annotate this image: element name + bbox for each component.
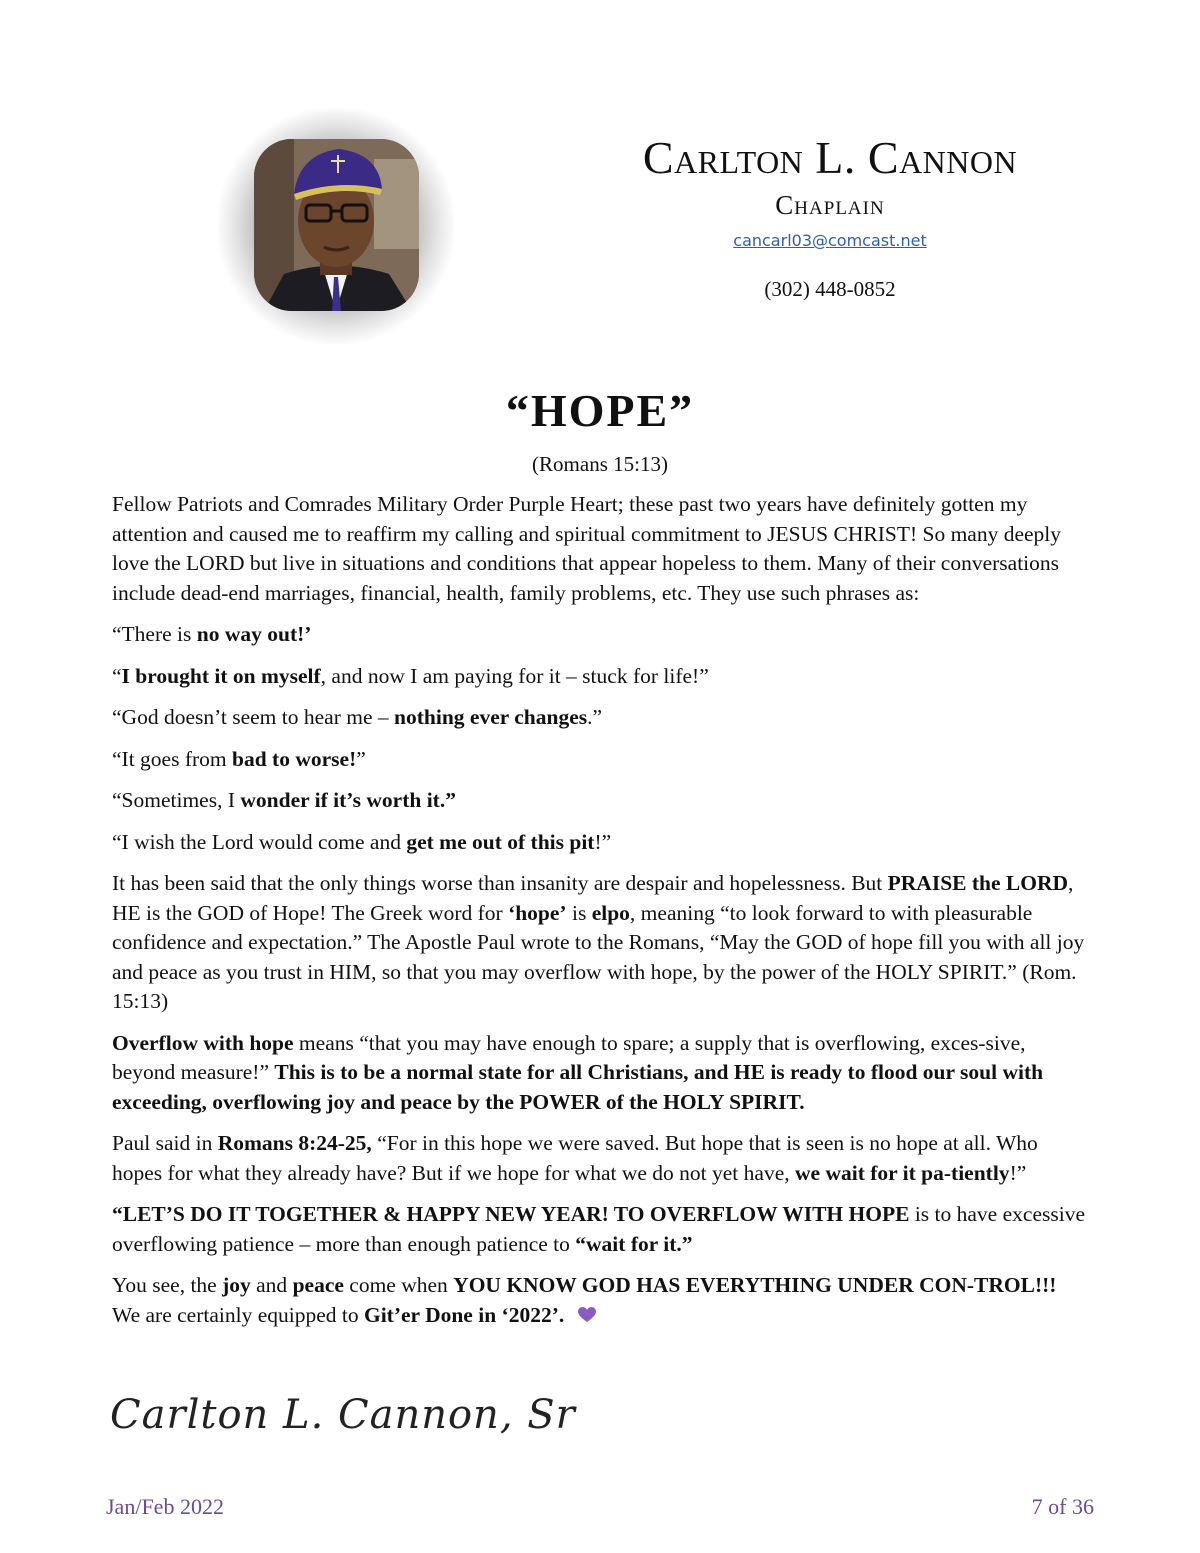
quote-1: “There is no way out!’ [112,622,312,646]
page-number: 7 of 36 [1031,1494,1094,1519]
article-body [112,490,1088,1343]
author-role: Chaplain [775,190,885,220]
contact-header [560,130,1100,302]
issue-date: Jan/Feb 2022 [106,1494,224,1519]
scripture-reference: (Romans 15:13) [532,452,668,476]
quote-6: “I wish the Lord would come and get me out of this pit!” [112,829,612,854]
quote-5: “Sometimes, I wonder if it’s worth it.” [112,788,456,812]
intro-paragraph: Fellow Patriots and Comrades Military Order Purple Heart; these past two years have definitely gotten my attention and caused me to reaffirm my calling and spiritual commitment to JESUS CHRIST! So many deeply love the LORD but live in situations and conditions that appear hopeless to them. Many of their conversations include dead-end marriages, financial, health, family problems, etc. They use such phrases as: [112,492,1062,605]
author-name: Carlton L. Cannon [642,132,1018,183]
quote-4: “It goes from bad to worse!” [112,746,366,771]
article-title: “HOPE” [505,385,695,436]
chaplain-photo [254,139,419,311]
email-link[interactable]: cancarl03@comcast.net [733,231,927,250]
quote-3: “God doesn’t seem to hear me – nothing ever changes.” [112,705,603,729]
purple-heart-icon [578,1302,596,1332]
new-year-paragraph: “LET’S DO IT TOGETHER & HAPPY NEW YEAR! TO OVERFLOW WITH HOPE is to have excessive overflowing patience – more than enough patience to “wait for it.” [112,1202,1085,1256]
overflow-paragraph: Overflow with hope means “that you may have enough to spare; a supply that is overflowing, exces-sive, beyond measure!” This is to be a normal state for all Christians, and HE is ready to flood our soul with exceeding, overflowing joy and peace by the POWER of the HOLY SPIRIT. [112,1030,1044,1114]
signature: Carlton L. Cannon, Sr [110,1392,576,1438]
elpo-paragraph: It has been said that the only things worse than insanity are despair and hopelessness. But PRAISE the LORD, HE is the GOD of Hope! The Greek word for ‘hope’ is elpo, meaning “to look forward to with pleasurable confidence and expectation.” The Apostle Paul wrote to the Romans, “May the GOD of hope fill you with all joy and peace as you trust in HIM, so that you may overflow with hope, by the power of the HOLY SPIRIT.” (Rom. 15:13) [112,871,1085,1013]
closing-paragraph: You see, the joy and peace come when YOU KNOW GOD HAS EVERYTHING UNDER CON-TROL!!! We are certainly equipped to Git’er Done in ‘2022’. [112,1271,1088,1331]
phone-number: (302) 448-0852 [764,277,896,301]
quote-2: “I brought it on myself, and now I am paying for it – stuck for life!” [112,663,709,688]
romans-paragraph: Paul said in Romans 8:24-25, “For in this hope we were saved. But hope that is seen is no hope at all. Who hopes for what they already have? But if we hope for what we do not yet have, we wait for it pa-tiently!” [112,1131,1038,1185]
